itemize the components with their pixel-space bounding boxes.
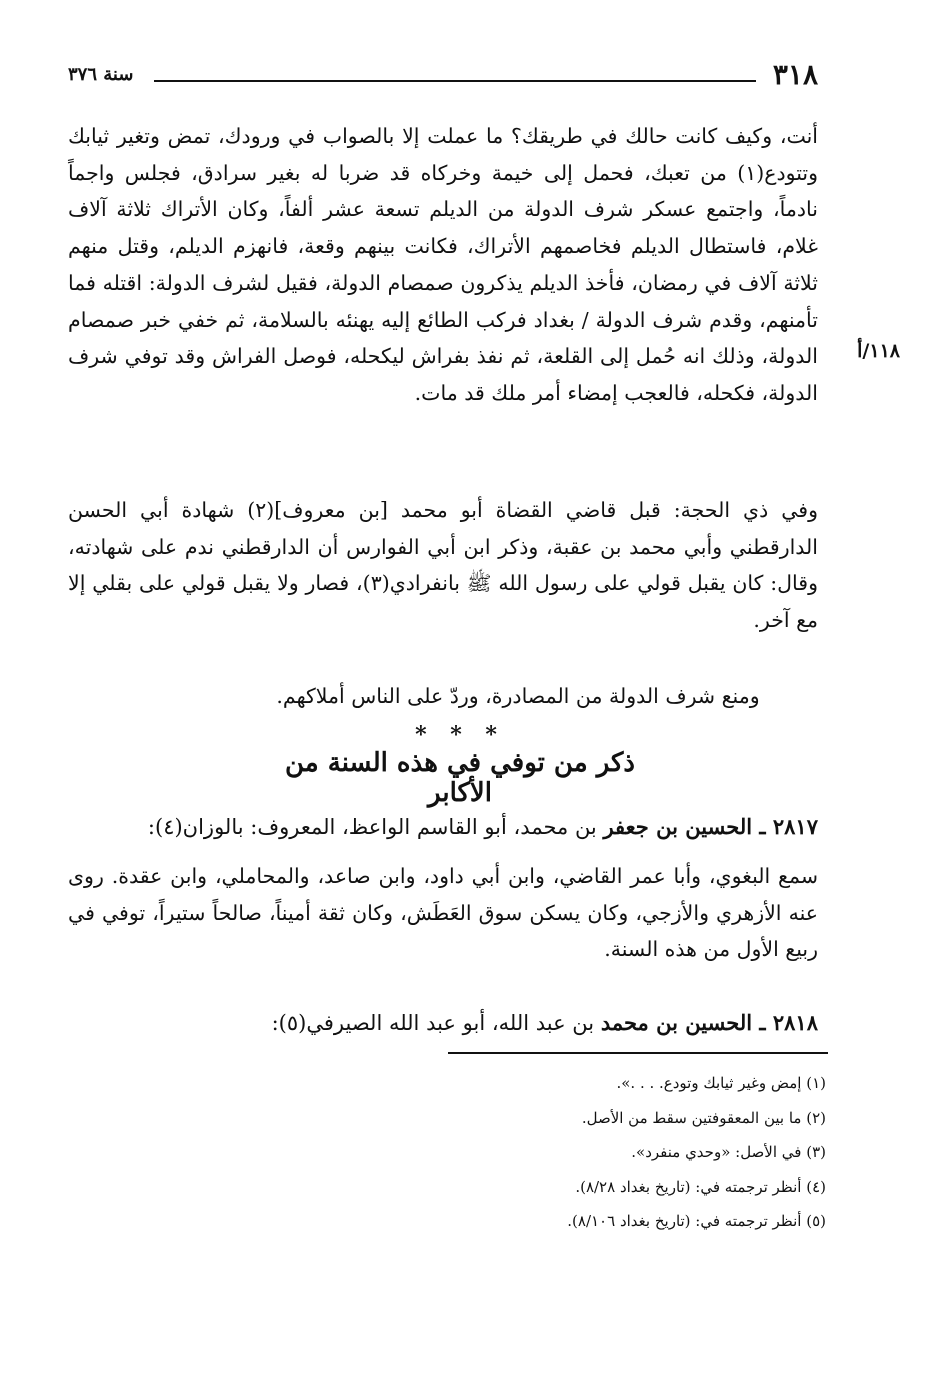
footnote-1: (١) إمض وغير ثيابك وتودع. . . .».	[616, 1074, 826, 1092]
entry-title-2817: ٢٨١٧ ـ الحسين بن جعفر بن محمد، أبو القاسم الواعظ، المعروف: بالوزان(٤):	[147, 814, 818, 839]
footnote-3: (٣) في الأصل: «وحدي منفرد».	[631, 1143, 826, 1161]
footnotes	[326, 1066, 826, 1239]
section-heading: ذكر من توفي في هذه السنة من الأكابر	[284, 748, 636, 808]
paragraph-text: وفي ذي الحجة: قبل قاضي القضاة أبو محمد [بن معروف](٢) شهادة أبي الحسن الدارقطني وأبي محمد بن عقبة، وذكر ابن أبي الفوارس أن الدارقطني ندم على شهادته، وقال: كان يقبل قولي على رسول الله ﷺ بانفرادي(٣)، فصار ولا يقبل قولي على بقلي إلا مع آخر.	[68, 498, 819, 633]
margin-folio-reference: ١١٨/أ	[857, 340, 900, 362]
footnote-4: (٤) أنظر ترجمته في: (تاريخ بغداد ٨/٢٨).	[575, 1177, 826, 1196]
header-rule	[154, 80, 756, 82]
entry-body-2817	[68, 858, 818, 968]
footnote-2: (٢) ما بين المعقوفتين سقط من الأصل.	[581, 1108, 826, 1127]
footnote-5: (٥) أنظر ترجمته في: (تاريخ بغداد ٨/١٠٦).	[567, 1212, 826, 1230]
entry-title-rest: بن محمد، أبو القاسم الواعظ، المعروف: بالوزان(٤):	[147, 815, 597, 839]
entry-number: ٢٨١٨	[772, 1010, 818, 1035]
running-head-year: سنة ٣٧٦	[68, 64, 134, 85]
paragraph-3	[218, 678, 818, 715]
entry-title-2818: ٢٨١٨ ـ الحسين بن محمد بن عبد الله، أبو عبد الله الصيرفي(٥):	[271, 1010, 818, 1035]
section-separator: * * *	[415, 722, 505, 748]
page-header	[68, 58, 818, 98]
paragraph-1	[68, 118, 818, 412]
entry-name: الحسين بن جعفر	[603, 814, 753, 839]
entry-number: ٢٨١٧	[772, 814, 818, 839]
paragraph-text: ومنع شرف الدولة من المصادرة، وردّ على الناس أملاكهم.	[276, 684, 760, 708]
footnote-rule	[448, 1052, 828, 1054]
paragraph-text: أنت، وكيف كانت حالك في طريقك؟ ما عملت إلا بالصواب في ورودك، تمض وتغير ثيابك وتتودع(١) من تعبك، فحمل إلى خيمة وخركاه قد ضربا له بغير سرادق، فجلس واجماً نادماً، واجتمع عسكر شرف الدولة من الديلم تسعة عشر ألفاً، وكان الأتراك ثلاثة آلاف غلام، فاستطال الديلم فخاصمهم الأتراك، فكانت بينهم وقعة، فانهزم الديلم، وقتل منهم ثلاثة آلاف في رمضان، فأخذ الديلم يذكرون صمصام الدولة، فقيل لشرف الدولة: اقتله فما تأمنهم، وقدم شرف الدولة / بغداد فركب الطائع إليه يهنئه بالسلامة، ثم خفي خبر صمصام الدولة، وذلك انه حُمل إلى القلعة، ثم نفذ بفراش ليكحله، فوصل الفراش وقد توفي شرف الدولة، فكحله، فالعجب إمضاء أمر ملك قد مات.	[68, 124, 818, 405]
paragraph-2	[68, 492, 818, 639]
entry-title-rest: بن عبد الله، أبو عبد الله الصيرفي(٥):	[271, 1011, 595, 1035]
page-number: ٣١٨	[772, 58, 818, 91]
entry-body-text: سمع البغوي، وأبا عمر القاضي، وابن أبي داود، وابن صاعد، والمحاملي، وابن عقدة. روى عنه الأزهري والأزجي، وكان يسكن سوق العَطَش، وكان ثقة أميناً، صالحاً ستيراً، توفي في ربيع الأول من هذه السنة.	[68, 864, 818, 962]
entry-name: الحسين بن محمد	[600, 1010, 753, 1035]
